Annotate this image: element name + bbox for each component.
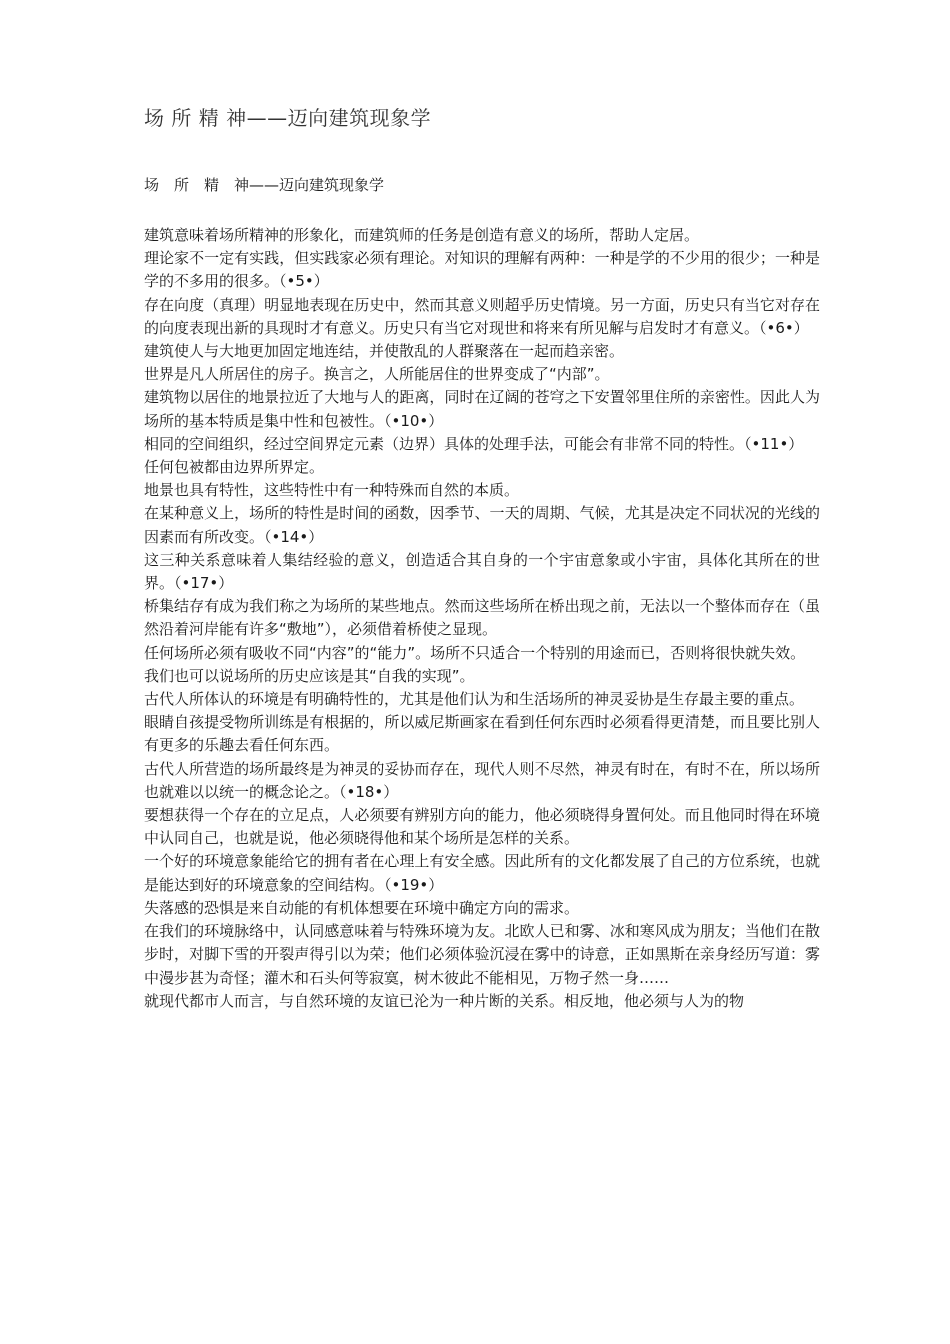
- paragraph: 眼睛自孩提受物所训练是有根据的，所以威尼斯画家在看到任何东西时必须看得更清楚，而且要比别人有更多的乐趣去看任何东西。: [144, 713, 820, 755]
- paragraph: 我们也可以说场所的历史应该是其“自我的实现”。: [144, 666, 475, 685]
- paragraph: 桥集结存有成为我们称之为场所的某些地点。然而这些场所在桥出现之前，无法以一个整体而存在（虽然沿着河岸能有许多“敷地”），必须借着桥使之显现。: [144, 597, 820, 639]
- paragraph: 在某种意义上，场所的特性是时间的函数，因季节、一天的周期、气候，尤其是决定不同状况的光线的因素而有所改变。（•14•）: [144, 504, 820, 546]
- document-body: [144, 224, 820, 1013]
- paragraph: 古代人所体认的环境是有明确特性的，尤其是他们认为和生活场所的神灵妥协是生存最主要的重点。: [144, 690, 805, 709]
- paragraph: 就现代都市人而言，与自然环境的友谊已沦为一种片断的关系。相反地，他必须与人为的物: [144, 991, 745, 1010]
- document-title: 场 所 精 神——迈向建筑现象学: [144, 106, 432, 130]
- paragraph: 相同的空间组织，经过空间界定元素（边界）具体的处理手法，可能会有非常不同的特性。（•11•）: [144, 434, 804, 453]
- paragraph: 地景也具有特性，这些特性中有一种特殊而自然的本质。: [144, 481, 520, 500]
- paragraph: 任何场所必须有吸收不同“内容”的“能力”。场所不只适合一个特别的用途而已，否则将很快就失效。: [144, 643, 806, 662]
- document-subtitle: 场 所 精 神——迈向建筑现象学: [144, 176, 385, 194]
- paragraph: 任何包被都由边界所界定。: [144, 458, 325, 477]
- paragraph: 要想获得一个存在的立足点，人必须要有辨别方向的能力，他必须晓得身置何处。而且他同时得在环境中认同自己，也就是说，他必须晓得他和某个场所是怎样的关系。: [144, 806, 820, 848]
- paragraph: 在我们的环境脉络中，认同感意味着与特殊环境为友。北欧人已和雾、冰和寒风成为朋友；当他们在散步时，对脚下雪的开裂声得引以为荣；他们必须体验沉浸在雾中的诗意，正如黑斯在亲身经历写道：雾中漫步甚为奇怪；灌木和石头何等寂寞，树木彼此不能相见，万物孑然一身……: [144, 922, 820, 987]
- paragraph: 这三种关系意味着人集结经验的意义，创造适合其自身的一个宇宙意象或小宇宙，具体化其所在的世界。（•17•）: [144, 550, 820, 593]
- paragraph: 世界是凡人所居住的房子。换言之，人所能居住的世界变成了“内部”。: [144, 365, 610, 384]
- paragraph: 存在向度（真理）明显地表现在历史中，然而其意义则超乎历史情境。另一方面，历史只有当它对存在的向度表现出新的具现时才有意义。历史只有当它对现世和将来有所见解与启发时才有意义。（•6•）: [144, 295, 820, 337]
- paragraph: 理论家不一定有实践，但实践家必须有理论。对知识的理解有两种：一种是学的不少用的很少；一种是学的不多用的很多。（•5•）: [144, 249, 820, 291]
- paragraph: 失落感的恐惧是来自动能的有机体想要在环境中确定方向的需求。: [144, 898, 580, 917]
- paragraph: 建筑物以居住的地景拉近了大地与人的距离，同时在辽阔的苍穹之下安置邻里住所的亲密性。因此人为场所的基本特质是集中性和包被性。（•10•）: [144, 388, 820, 430]
- paragraph: 建筑使人与大地更加固定地连结，并使散乱的人群聚落在一起而趋亲密。: [144, 342, 625, 361]
- paragraph: 古代人所营造的场所最终是为神灵的妥协而存在，现代人则不尽然，神灵有时在，有时不在，所以场所也就难以以统一的概念论之。（•18•）: [144, 759, 820, 801]
- paragraph: 一个好的环境意象能给它的拥有者在心理上有安全感。因此所有的文化都发展了自己的方位系统，也就是能达到好的环境意象的空间结构。（•19•）: [144, 852, 820, 894]
- paragraph: 建筑意味着场所精神的形象化，而建筑师的任务是创造有意义的场所，帮助人定居。: [144, 226, 700, 244]
